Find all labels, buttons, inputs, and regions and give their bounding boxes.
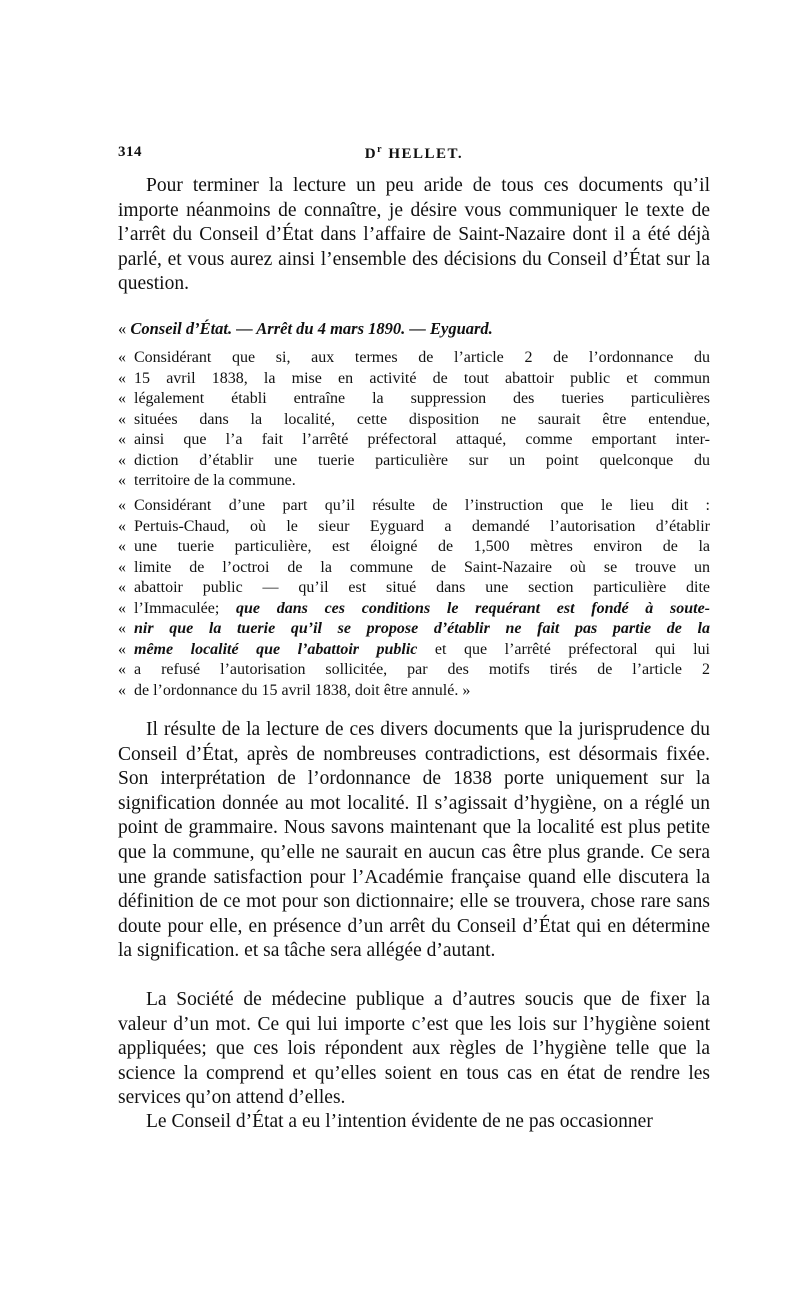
quote-segment: une tuerie particulière, est éloigné de 1,500 mètres environ de la (134, 538, 710, 555)
citation-open-quote: « (118, 319, 131, 338)
guillemet: « (118, 349, 126, 366)
quote-text (134, 517, 710, 538)
guillemet: « (118, 640, 126, 658)
quote-text (134, 389, 710, 410)
quote-segment: territoire de la commune. (134, 472, 296, 489)
quote-segment: l’Immaculée; (134, 599, 237, 617)
quote-line (118, 389, 710, 410)
quote-segment: Considérant que si, aux termes de l’article 2 de l’ordonnance du (134, 349, 710, 366)
quote-emphasis: nir que la tuerie qu’il se propose d’établir ne fait pas partie de la (134, 620, 710, 637)
quote-segment: situées dans la localité, cette disposition ne saurait être entendue, (134, 410, 710, 428)
quote-segment: 15 avril 1838, la mise en activité de tout abattoir public et commun (134, 369, 710, 387)
quote-line (118, 517, 710, 538)
quote-segment: abattoir public — qu’il est situé dans une section particulière dite (134, 579, 710, 596)
guillemet: « (118, 390, 126, 407)
quote-text (134, 640, 710, 661)
quote-segment: diction d’établir une tuerie particulière sur un point quelconque du (134, 451, 710, 469)
quote-segment: légalement établi entraîne la suppression des tueries particulières (134, 390, 710, 407)
quote-line (118, 578, 710, 599)
quote-text (134, 430, 710, 451)
running-head-name: HELLET. (383, 146, 464, 162)
quote-segment: de l’ordonnance du 15 avril 1838, doit être annulé. » (134, 681, 471, 699)
paragraph-conseil: Le Conseil d’État a eu l’intention évidente de ne pas occasionner (146, 1111, 653, 1132)
quote-text (134, 410, 710, 431)
quote-text (134, 496, 710, 517)
running-head-superscript: r (377, 144, 384, 155)
quote-segment: Pertuis-Chaud, où le sieur Eyguard a demandé l’autorisation d’établir (134, 517, 710, 535)
guillemet: « (118, 620, 126, 637)
guillemet: « (118, 410, 126, 428)
guillemet: « (118, 497, 126, 514)
quote-line (118, 496, 710, 517)
citation-text: Conseil d’État. — Arrêt du 4 mars 1890. — Eyguard. (130, 319, 493, 338)
quote-segment: Considérant d’une part qu’il résulte de l’instruction que le lieu dit : (134, 497, 710, 514)
quote-line (118, 681, 710, 702)
running-head (118, 144, 710, 163)
guillemet: « (118, 517, 126, 535)
quote-text (134, 681, 710, 702)
quote-text (134, 451, 710, 472)
quote-line (118, 471, 710, 492)
quote-line (118, 619, 710, 640)
page-header (118, 144, 710, 168)
guillemet: « (118, 579, 126, 596)
quote-text (134, 578, 710, 599)
page-number: 314 (118, 144, 142, 160)
quote-segment: limite de l’octroi de la commune de Saint-Nazaire où se trouve un (134, 558, 710, 576)
quote-block-2 (118, 496, 710, 701)
quote-line (118, 537, 710, 558)
guillemet: « (118, 661, 126, 678)
quote-line (118, 660, 710, 681)
quote-segment: ainsi que l’a fait l’arrêté préfectoral attaqué, comme emportant inter- (134, 431, 710, 448)
quote-line (118, 430, 710, 451)
guillemet: « (118, 472, 126, 489)
quote-text (134, 369, 710, 390)
quote-block-1 (118, 348, 710, 492)
guillemet: « (118, 538, 126, 555)
guillemet: « (118, 431, 126, 448)
quote-segment: et que l’arrêté préfectoral qui lui (417, 640, 710, 658)
paragraph-societe: La Société de médecine publique a d’autres soucis que de fixer la valeur d’un mot. Ce qui lui importe c’est que les lois sur l’hygiène soient appliquées; que ces lois répondent aux règles de l’hygiène telle que la science la comprend et qu’elles soient en tous cas en état de rendre les services qu’on attend d’elles. (118, 989, 710, 1109)
quote-text (134, 348, 710, 369)
guillemet: « (118, 558, 126, 576)
quote-line (118, 348, 710, 369)
guillemet: « (118, 369, 126, 387)
quote-line (118, 369, 710, 390)
quote-text (134, 537, 710, 558)
guillemet: « (118, 451, 126, 469)
guillemet: « (118, 599, 126, 617)
quote-emphasis: que dans ces conditions le requérant est fondé à soute- (236, 599, 711, 617)
guillemet: « (118, 681, 126, 699)
quote-text (134, 660, 710, 681)
citation-line (118, 318, 710, 340)
quote-line (118, 558, 710, 579)
quote-text (134, 599, 710, 620)
quote-line (118, 640, 710, 661)
quote-text (134, 619, 710, 640)
paragraph-intro: Pour terminer la lecture un peu aride de tous ces documents qu’il importe néanmoins de connaître, je désire vous communiquer le texte de l’arrêt du Conseil d’État dans l’affaire de Saint-Nazaire dont il a été déjà parlé, et vous aurez ainsi l’ensemble des décisions du Conseil d’État sur la question. (118, 175, 710, 295)
quote-line (118, 451, 710, 472)
quote-line (118, 410, 710, 431)
paragraph-jurisprudence: Il résulte de la lecture de ces divers documents que la jurisprudence du Conseil d’État, après de nombreuses contradictions, est désormais fixée. Son interprétation de l’ordonnance de 1838 porte uniquement sur la signification donnée au mot localité. Il s’agissait d’hygiène, on a réglé un point de grammaire. Nous savons maintenant que la localité est plus petite que la commune, qu’elle ne saurait en aucun cas être plus grande. Ce sera une grande satisfaction pour l’Académie française quand elle discutera la définition de ce mot pour son dictionnaire; elle se trouvera, chose rare sans doute pour elle, en présence d’un arrêt du Conseil d’État qui en détermine la signification. et sa tâche sera allégée d’autant. (118, 719, 710, 962)
quote-text (134, 471, 710, 492)
quote-line (118, 599, 710, 620)
quote-emphasis: même localité que l’abattoir public (134, 640, 418, 658)
running-head-initial: D (364, 146, 378, 162)
quote-segment: a refusé l’autorisation sollicitée, par des motifs tirés de l’article 2 (134, 661, 710, 678)
quote-text (134, 558, 710, 579)
